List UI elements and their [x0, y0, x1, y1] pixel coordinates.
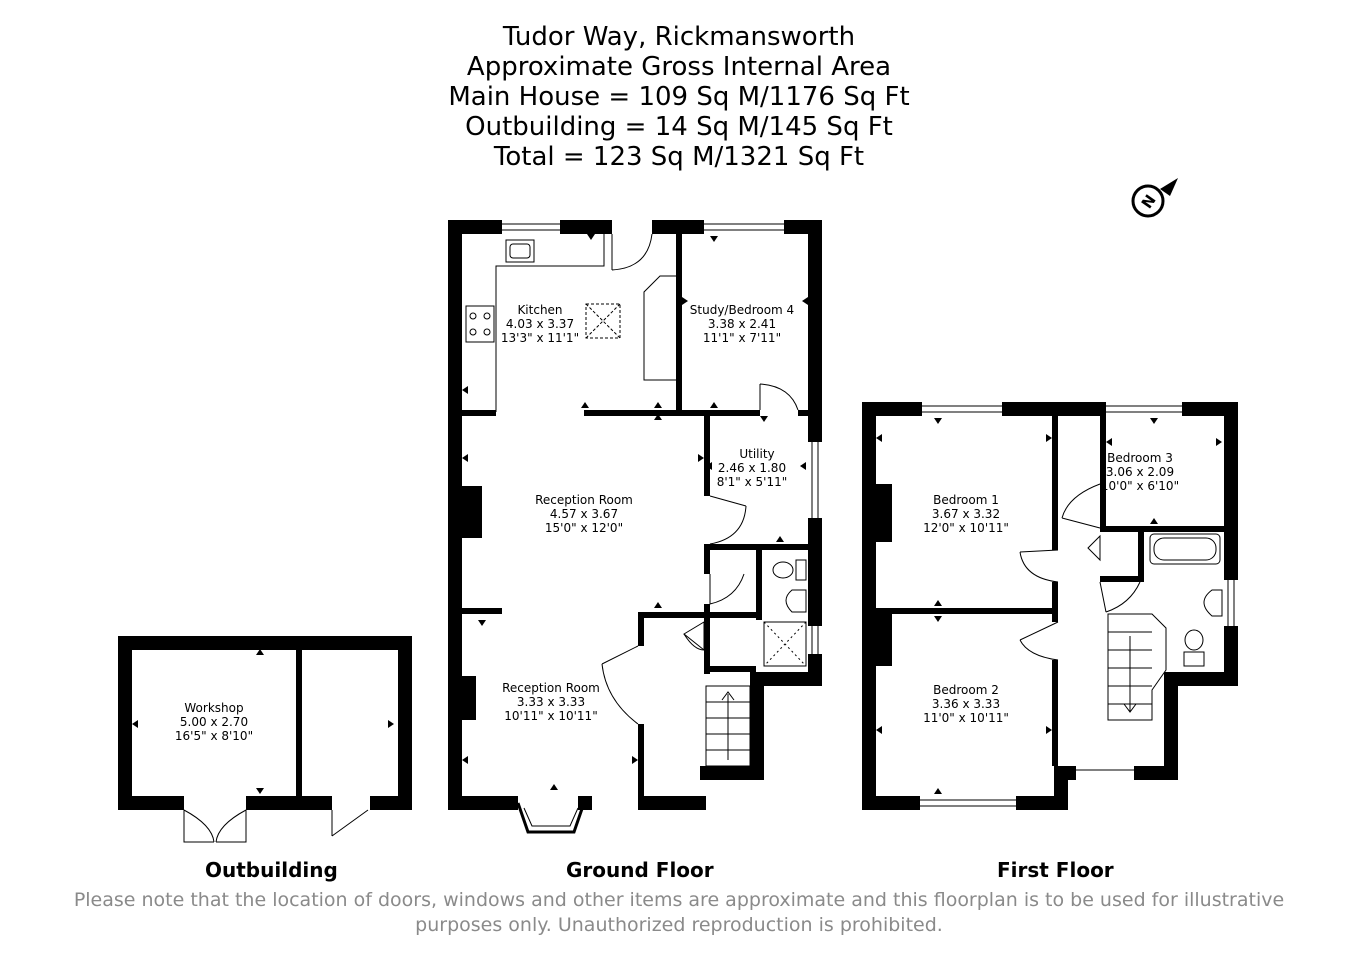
svg-text:Kitchen: Kitchen [517, 303, 563, 317]
title-main-house: Main House = 109 Sq M/1176 Sq Ft [448, 82, 910, 112]
svg-text:11'0" x 10'11": 11'0" x 10'11" [923, 711, 1009, 725]
title-area-heading: Approximate Gross Internal Area [466, 52, 892, 82]
room-label-kitchen [501, 303, 579, 345]
room-label-utility [717, 447, 788, 489]
disclaimer-text: Please note that the location of doors, windows and other items are approximate and this floorplan is to be used for illustrative purposes only. Unauthorized reproduction is prohibited. [73, 889, 1285, 936]
room-label-reception-2 [502, 681, 600, 723]
svg-text:Bedroom 1: Bedroom 1 [933, 493, 999, 507]
svg-text:10'0" x 6'10": 10'0" x 6'10" [1100, 479, 1180, 493]
svg-text:3.33 x 3.33: 3.33 x 3.33 [516, 695, 586, 709]
svg-text:3.06 x 2.09: 3.06 x 2.09 [1105, 465, 1175, 479]
svg-text:11'1" x 7'11": 11'1" x 7'11" [702, 331, 782, 345]
outbuilding-plan [118, 636, 412, 842]
svg-text:Bedroom 3: Bedroom 3 [1107, 451, 1173, 465]
first-floor-plan [862, 402, 1238, 810]
svg-text:3.36 x 3.33: 3.36 x 3.33 [931, 697, 1001, 711]
title-total: Total = 123 Sq M/1321 Sq Ft [493, 142, 865, 172]
svg-text:Utility: Utility [739, 447, 775, 461]
title-outbuilding: Outbuilding = 14 Sq M/145 Sq Ft [465, 112, 893, 142]
room-label-workshop [175, 701, 253, 743]
compass-letter: N [1137, 191, 1160, 212]
svg-text:5.00 x 2.70: 5.00 x 2.70 [179, 715, 249, 729]
svg-text:4.57 x 3.67: 4.57 x 3.67 [549, 507, 619, 521]
svg-text:3.38 x 2.41: 3.38 x 2.41 [707, 317, 777, 331]
svg-text:Reception Room: Reception Room [535, 493, 633, 507]
room-label-bedroom-3 [1101, 451, 1179, 493]
floor-label-ground: Ground Floor [566, 858, 714, 882]
compass-icon [1133, 178, 1178, 216]
svg-text:8'1" x 5'11": 8'1" x 5'11" [716, 475, 788, 489]
svg-text:Workshop: Workshop [184, 701, 244, 715]
room-label-bedroom-1 [923, 493, 1009, 535]
room-label-reception-1 [535, 493, 633, 535]
svg-text:13'3" x 11'1": 13'3" x 11'1" [500, 331, 580, 345]
floor-label-outbuilding: Outbuilding [205, 858, 338, 882]
svg-text:10'11" x 10'11": 10'11" x 10'11" [504, 709, 598, 723]
room-label-bedroom-2 [923, 683, 1009, 725]
svg-text:15'0" x 12'0": 15'0" x 12'0" [544, 521, 624, 535]
svg-text:3.67 x 3.32: 3.67 x 3.32 [931, 507, 1001, 521]
svg-text:2.46 x 1.80: 2.46 x 1.80 [717, 461, 787, 475]
svg-text:12'0" x 10'11": 12'0" x 10'11" [923, 521, 1009, 535]
svg-text:Bedroom 2: Bedroom 2 [933, 683, 999, 697]
room-label-study [690, 303, 794, 345]
svg-text:16'5" x 8'10": 16'5" x 8'10" [174, 729, 254, 743]
title-address: Tudor Way, Rickmansworth [502, 22, 856, 52]
svg-text:Reception Room: Reception Room [502, 681, 600, 695]
svg-text:Study/Bedroom 4: Study/Bedroom 4 [689, 303, 795, 317]
floor-label-first: First Floor [997, 858, 1114, 882]
svg-text:4.03 x 3.37: 4.03 x 3.37 [505, 317, 575, 331]
